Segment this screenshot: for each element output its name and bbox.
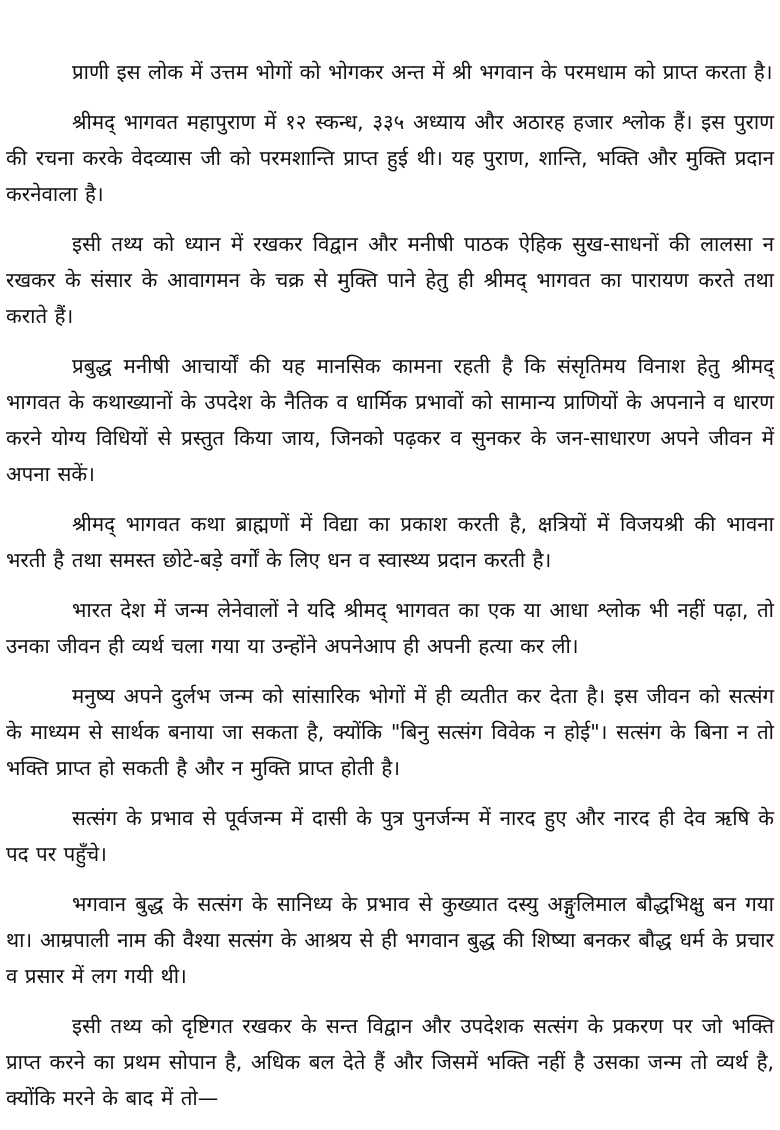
paragraph-4: प्रबुद्ध मनीषी आचार्यों की यह मानसिक कामना रहती है कि संसृतिमय विनाश हेतु श्रीमद् भागवत के कथाख्यानों के उपदेश के नैतिक व धार्मिक प्रभावों को सामान्य प्राणियों के अपनाने व धारण करने योग्य विधियों से प्रस्तुत किया जाय, जिनको पढ़कर व सुनकर के जन-साधारण अपने जीवन में अपना सकें। xyxy=(6,354,774,486)
document-page xyxy=(6,54,774,1130)
paragraph-5: श्रीमद् भागवत कथा ब्राह्मणों में विद्या का प्रकाश करती है, क्षत्रियों में विजयश्री की भावना भरती है तथा समस्त छोटे-बड़े वर्गों के लिए धन व स्वास्थ्य प्रदान करती है। xyxy=(6,512,774,572)
paragraph-3: इसी तथ्य को ध्यान में रखकर विद्वान और मनीषी पाठक ऐहिक सुख-साधनों की लालसा न रखकर के संसार के आवागमन के चक्र से मुक्ति पाने हेतु ही श्रीमद् भागवत का पारायण करते तथा कराते हैं। xyxy=(6,232,774,328)
paragraph-9: भगवान बुद्ध के सत्संग के सानिध्य के प्रभाव से कुख्यात दस्यु अङ्गुलिमाल बौद्धभिक्षु बन गया था। आम्रपाली नाम की वैश्या सत्संग के आश्रय से ही भगवान बुद्ध की शिष्या बनकर बौद्ध धर्म के प्रचार व प्रसार में लग गयी थी। xyxy=(6,892,774,988)
paragraph-7: मनुष्य अपने दुर्लभ जन्म को सांसारिक भोगों में ही व्यतीत कर देता है। इस जीवन को सत्संग के माध्यम से सार्थक बनाया जा सकता है, क्योंकि "बिनु सत्संग विवेक न होई"। सत्संग के बिना न तो भक्ति प्राप्त हो सकती है और न मुक्ति प्राप्त होती है। xyxy=(6,684,774,780)
paragraph-1: प्राणी इस लोक में उत्तम भोगों को भोगकर अन्त में श्री भगवान के परमधाम को प्राप्त करता है। xyxy=(72,60,773,84)
paragraph-6: भारत देश में जन्म लेनेवालों ने यदि श्रीमद् भागवत का एक या आधा श्लोक भी नहीं पढ़ा, तो उनका जीवन ही व्यर्थ चला गया या उन्होंने अपनेआप ही अपनी हत्या कर ली। xyxy=(6,598,774,658)
paragraph-8: सत्संग के प्रभाव से पूर्वजन्म में दासी के पुत्र पुनर्जन्म में नारद हुए और नारद ही देव ऋषि के पद पर पहुँचे। xyxy=(6,806,774,866)
paragraph-2: श्रीमद् भागवत महापुराण में १२ स्कन्ध, ३३५ अध्याय और अठारह हजार श्लोक हैं। इस पुराण की रचना करके वेदव्यास जी को परमशान्ति प्राप्त हुई थी। यह पुराण, शान्ति, भक्ति और मुक्ति प्रदान करनेवाला है। xyxy=(6,110,774,206)
paragraph-10: इसी तथ्य को दृष्टिगत रखकर के सन्त विद्वान और उपदेशक सत्संग के प्रकरण पर जो भक्ति प्राप्त करने का प्रथम सोपान है, अधिक बल देते हैं और जिसमें भक्ति नहीं है उसका जन्म तो व्यर्थ है, क्योंकि मरने के बाद में तो— xyxy=(6,1014,774,1110)
